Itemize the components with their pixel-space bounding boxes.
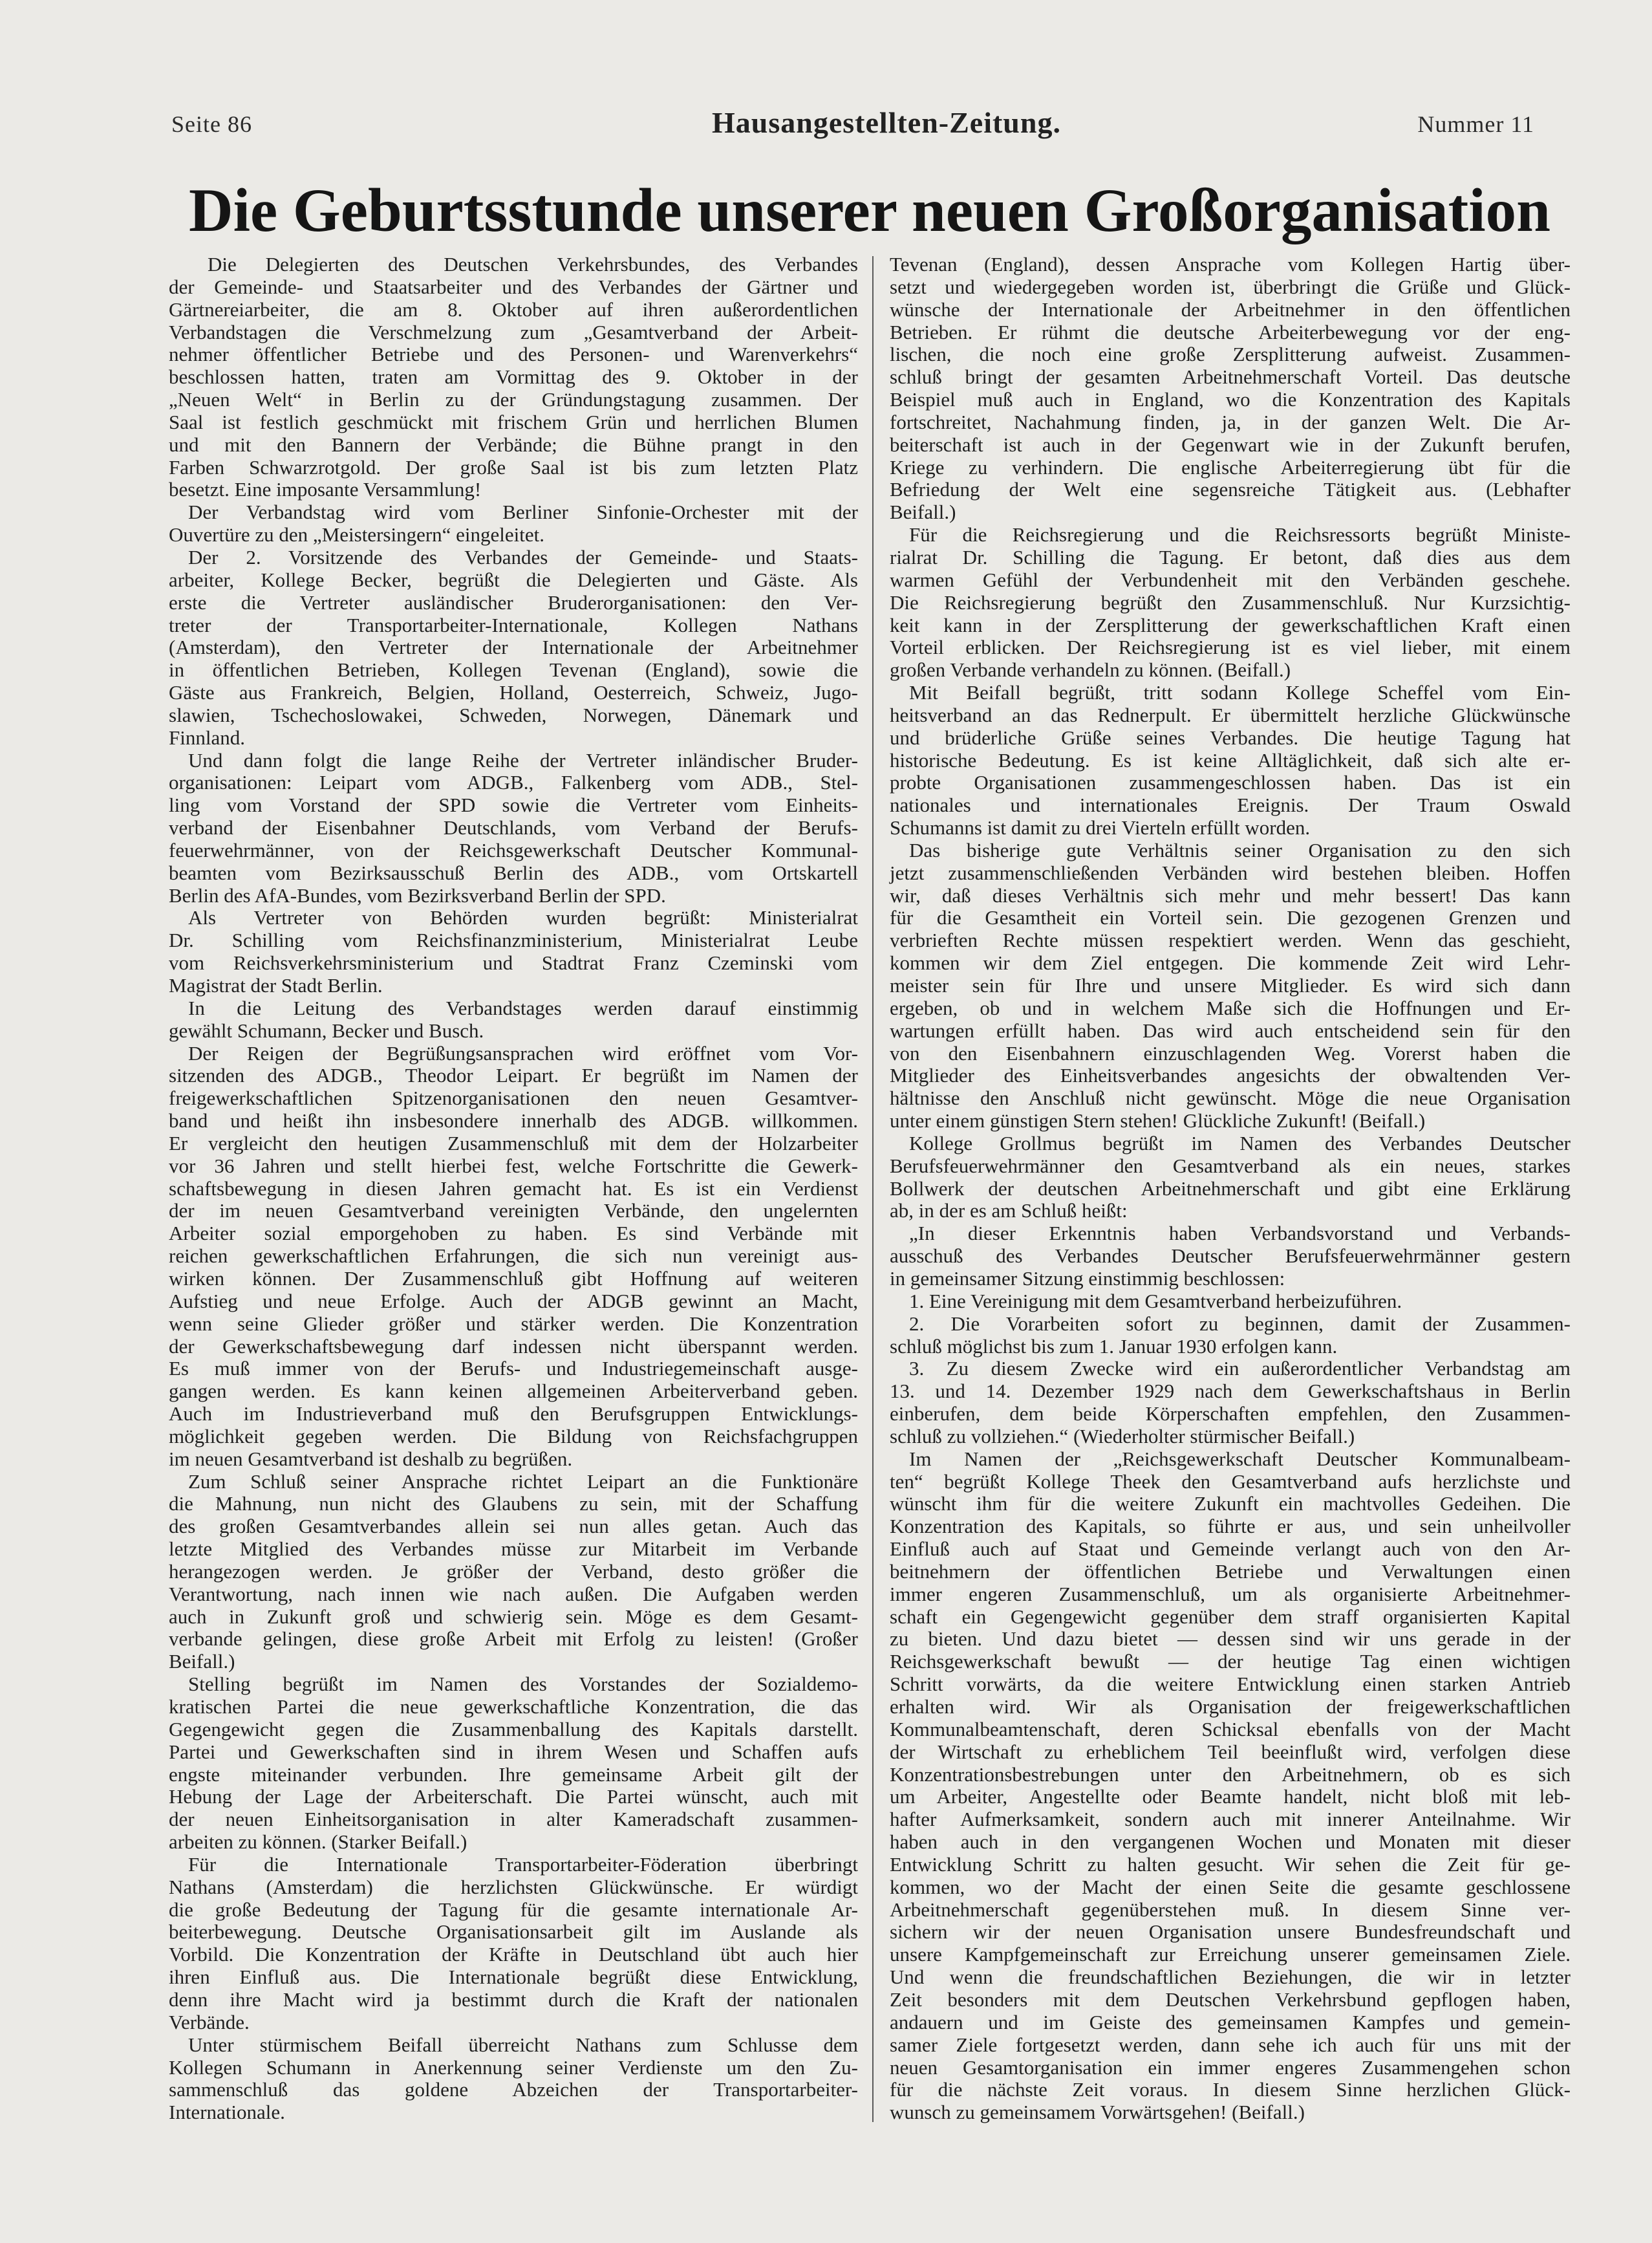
text-line: Farben Schwarzrotgold. Der große Saal ist bis zum letzten Platz [169, 455, 858, 479]
text-line: Kollege Grollmus begrüßt im Namen des Verbandes Deutscher [909, 1131, 1571, 1154]
text-line: Der Reigen der Begrüßungsansprachen wird eröffnet vom Vor- [188, 1041, 858, 1065]
text-line: Für die Internationale Transportarbeiter-Föderation überbringt [188, 1852, 858, 1876]
text-line: Verbandstagen die Verschmelzung zum „Gesamtverband der Arbeit- [169, 320, 858, 343]
text-line: Er vergleicht den heutigen Zusammenschluß mit dem der Holzarbeiter [169, 1131, 858, 1154]
paragraph [169, 997, 858, 1043]
text-line: Gegengewicht gegen die Zusammenballung des Kapitals darstellt. [169, 1717, 858, 1740]
text-line: hafter Aufmerksamkeit, sondern auch mit innerer Anteilnahme. Wir [890, 1808, 1571, 1831]
paragraph [169, 2034, 858, 2124]
paragraph [890, 1313, 1571, 1358]
paragraph [890, 1222, 1571, 1290]
text-line: Mit Beifall begrüßt, tritt sodann Kollege Scheffel vom Ein- [909, 681, 1571, 704]
text-line: Die Reichsregierung begrüßt den Zusammenschluß. Nur Kurzsichtig- [890, 591, 1571, 614]
text-line: wirken können. Der Zusammenschluß gibt Hoffnung auf weiteren [169, 1266, 858, 1290]
paragraph [890, 1448, 1571, 2124]
text-line: Und dann folgt die lange Reihe der Vertreter inländischer Bruder- [188, 748, 858, 772]
text-line: herangezogen werden. Je größer der Verband, desto größer die [169, 1559, 858, 1583]
text-line: Für die Reichsregierung und die Reichsressorts begrüßt Ministe- [909, 523, 1571, 547]
text-line: treter der Transportarbeiter-Internationale, Kollegen Nathans [169, 613, 858, 636]
text-line: Schumanns ist damit zu drei Vierteln erfüllt worden. [890, 816, 1311, 840]
text-line: Saal ist festlich geschmückt mit frischem Grün und herrlichen Blumen [169, 410, 858, 433]
text-line: beiterschaft ist auch in der Gegenwart wie in der Zukunft berufen, [890, 433, 1571, 456]
text-line: (Amsterdam), den Vertreter der Internationale der Arbeitnehmer [169, 636, 858, 659]
column-divider [872, 256, 874, 2122]
text-line: 1. Eine Vereinigung mit dem Gesamtverband herbeizuführen. [909, 1289, 1402, 1312]
paragraph [169, 547, 858, 750]
text-line: Aufstieg und neue Erfolge. Auch der ADGB gewinnt an Macht, [169, 1289, 858, 1312]
text-line: ihren Einfluß aus. Die Internationale begrüßt diese Entwicklung, [169, 1966, 858, 1989]
text-line: Es muß immer von der Berufs- und Industriegemeinschaft ausge- [169, 1357, 858, 1380]
text-line: „Neuen Welt“ in Berlin zu der Gründungstagung zusammen. Der [169, 388, 858, 411]
text-line: besetzt. Eine imposante Versammlung! [169, 478, 482, 501]
text-line: beamten vom Bezirksausschuß Berlin des ADB., vom Ortskartell [169, 861, 858, 884]
text-line: beiterbewegung. Deutsche Organisationsarbeit gilt im Auslande als [169, 1920, 858, 1944]
text-line: Beifall.) [169, 1650, 235, 1673]
text-line: der im neuen Gesamtverband vereinigten Verbände, den ungelernten [169, 1199, 858, 1222]
text-line: freigewerkschaftlichen Spitzenorganisationen den neuen Gesamtver- [169, 1087, 858, 1110]
text-line: Kriege zu verhindern. Die englische Arbeiterregierung übt für die [890, 455, 1571, 479]
text-line: vor 36 Jahren und stellt hierbei fest, welche Fortschritte die Gewerk- [169, 1154, 858, 1177]
text-line: meister sein für Ihre und unsere Mitglieder. Es wird sich dann [890, 974, 1571, 997]
text-line: sitzenden des ADGB., Theodor Leipart. Er begrüßt im Namen der [169, 1064, 858, 1087]
text-line: ling vom Vorstand der SPD sowie die Vertreter vom Einheits- [169, 794, 858, 817]
text-line: nehmer öffentlicher Betriebe und des Personen- und Warenverkehrs“ [169, 343, 858, 366]
text-line: Als Vertreter von Behörden wurden begrüßt: Ministerialrat [188, 906, 858, 929]
text-line: „In dieser Erkenntnis haben Verbandsvorstand und Verbands- [909, 1222, 1571, 1245]
paragraph [169, 501, 858, 547]
text-line: wenn seine Glieder größer und stärker werden. Die Konzentration [169, 1312, 858, 1335]
text-line: Arbeitnehmerschaft gegenüberstehen muß. In diesem Sinne ver- [890, 1898, 1571, 1921]
text-line: Beifall.) [890, 501, 956, 524]
text-line: organisationen: Leipart vom ADGB., Falkenberg vom ADB., Stel- [169, 771, 858, 794]
text-line: sichern wir der neuen Organisation unsere Bundesfreundschaft und [890, 1920, 1571, 1944]
text-line: 3. Zu diesem Zwecke wird ein außerordentlicher Verbandstag am [909, 1357, 1571, 1380]
page-number: Seite 86 [171, 111, 252, 137]
paragraph [890, 1358, 1571, 1447]
paragraph [169, 1471, 858, 1674]
text-line: Zum Schluß seiner Ansprache richtet Leipart an die Funktionäre [188, 1469, 858, 1493]
text-line: gewählt Schumann, Becker und Busch. [169, 1019, 484, 1042]
text-line: heitsverband an das Rednerpult. Er übermittelt herzliche Glückwünsche [890, 703, 1571, 726]
text-line: setzt und wiedergegeben worden ist, überbringt die Grüße und Glück- [890, 275, 1571, 298]
text-line: ten“ begrüßt Kollege Theek den Gesamtverband aufs herzlichste und [890, 1469, 1571, 1493]
text-line: arbeiter, Kollege Becker, begrüßt die Delegierten und Gäste. Als [169, 568, 858, 591]
text-line: und mit den Bannern der Verbände; die Bühne prangt in den [169, 433, 858, 456]
text-line: denn ihre Macht wird ja bestimmt durch die Kraft der nationalen [169, 1988, 858, 2011]
text-line: Kollegen Schumann in Anerkennung seiner Verdienste um den Zu- [169, 2055, 858, 2079]
paragraph [169, 1673, 858, 1854]
text-line: engste miteinander verbunden. Ihre gemeinsame Arbeit gilt der [169, 1762, 858, 1786]
text-line: Tevenan (England), dessen Ansprache vom Kollegen Hartig über- [890, 253, 1571, 276]
text-line: wir, daß dieses Verhältnis sich mehr und mehr bessert! Das kann [890, 883, 1571, 907]
text-line: reichen gewerkschaftlichen Erfahrungen, die sich nun vereinigt aus- [169, 1244, 858, 1268]
text-line: die Mahnung, nun nicht des Glaubens zu sein, mit der Schaffung [169, 1492, 858, 1515]
article-title: Die Geburtsstunde unserer neuen Großorganisation [188, 176, 1551, 244]
text-line: Stelling begrüßt im Namen des Vorstandes der Sozialdemo- [188, 1673, 858, 1696]
text-line: ergeben, ob und in welchem Maße sich die Hoffnungen und Er- [890, 996, 1571, 1019]
text-line: kratischen Partei die neue gewerkschaftliche Konzentration, die das [169, 1695, 858, 1718]
text-line: in gemeinsamer Sitzung einstimmig beschlossen: [890, 1266, 1285, 1290]
text-line: Gärtnereiarbeiter, die am 8. Oktober auf ihren außerordentlichen [169, 298, 858, 321]
paragraph [890, 1290, 1571, 1313]
text-line: jetzt zusammenschließenden Verbänden wird bestehen bleiben. Hoffen [890, 861, 1571, 884]
text-line: fortschreitet, Nachahmung finden, ja, in der ganzen Welt. Die Ar- [890, 410, 1571, 433]
text-line: für die nächste Zeit voraus. In diesem Sinne herzlichen Glück- [890, 2078, 1571, 2101]
text-line: Einfluß auch auf Staat und Gemeinde verlangt auch von den Ar- [890, 1537, 1571, 1561]
paragraph [169, 1043, 858, 1471]
paragraph [890, 1132, 1571, 1222]
text-line: schluß möglichst bis zum 1. Januar 1930 erfolgen kann. [890, 1334, 1338, 1358]
text-line: Auch im Industrieverband muß den Berufsgruppen Entwicklungs- [169, 1402, 858, 1425]
text-line: lischen, die noch eine große Zersplitterung aufweist. Zusammen- [890, 343, 1571, 366]
text-line: Zeit besonders mit dem Deutschen Verkehrsbund gepflogen haben, [890, 1988, 1571, 2011]
text-line: des großen Gesamtverbandes allein sei nun alles getan. Auch das [169, 1515, 858, 1538]
text-line: beitnehmern der öffentlichen Betriebe und Verwaltungen einen [890, 1559, 1571, 1583]
text-line: großen Verbande verhandeln zu können. (Beifall.) [890, 658, 1291, 682]
text-line: der neuen Einheitsorganisation in alter Kameradschaft zusammen- [169, 1808, 858, 1831]
text-line: 13. und 14. Dezember 1929 nach dem Gewerkschaftshaus in Berlin [890, 1380, 1571, 1403]
paragraph [890, 254, 1571, 524]
text-line: der Wirtschaft zu erheblichem Teil beeinflußt wird, verfolgen diese [890, 1740, 1571, 1763]
text-line: verbande gelingen, diese große Arbeit mit Erfolg zu leisten! (Großer [169, 1627, 858, 1651]
paragraph [890, 840, 1571, 1132]
text-line: auch in Zukunft groß und schwierig sein. Möge es dem Gesamt- [169, 1605, 858, 1628]
text-line: im neuen Gesamtverband ist deshalb zu begrüßen. [169, 1447, 573, 1470]
column-left [169, 254, 858, 2124]
text-line: Betrieben. Er rühmt die deutsche Arbeiterbewegung vor der eng- [890, 320, 1571, 343]
text-line: gangen werden. Es kann keinen allgemeinen Arbeiterverband geben. [169, 1380, 858, 1403]
text-line: Verantwortung, nach innen wie nach außen. Die Aufgaben werden [169, 1582, 858, 1605]
text-line: haben auch in den vergangenen Wochen und Monaten mit dieser [890, 1830, 1571, 1854]
text-line: Beispiel muß auch in England, wo die Konzentration des Kapitals [890, 388, 1571, 411]
text-line: beschlossen hatten, traten am Vormittag des 9. Oktober in der [169, 365, 858, 389]
text-line: unsere Kampfgemeinschaft zur Erreichung unserer gemeinsamen Ziele. [890, 1943, 1571, 1966]
text-line: Internationale. [169, 2101, 285, 2124]
text-line: und brüderliche Grüße seines Verbandes. Die heutige Tagung hat [890, 726, 1571, 749]
text-line: arbeiten zu können. (Starker Beifall.) [169, 1830, 467, 1854]
paragraph [890, 682, 1571, 840]
text-line: probte Organisationen zusammengeschlossen haben. Das ist ein [890, 771, 1571, 794]
text-line: unter einem günstigen Stern stehen! Glückliche Zukunft! (Beifall.) [890, 1109, 1426, 1132]
paragraph [169, 907, 858, 997]
text-line: von den Eisenbahnern einzuschlagenden Weg. Vorerst haben die [890, 1041, 1571, 1065]
text-line: 2. Die Vorarbeiten sofort zu beginnen, damit der Zusammen- [909, 1312, 1571, 1335]
text-line: schluß zu vollziehen.“ (Wiederholter stürmischer Beifall.) [890, 1424, 1355, 1447]
text-line: letzte Mitglied des Verbandes müsse zur Mitarbeit im Verbande [169, 1537, 858, 1561]
text-line: Der Verbandstag wird vom Berliner Sinfonie-Orchester mit der [188, 501, 858, 524]
text-line: schaftsbewegung in diesen Jahren gemacht hat. Es ist ein Verdienst [169, 1176, 858, 1200]
text-line: zu bieten. Und dazu bietet — dessen sind wir uns gerade in der [890, 1627, 1571, 1651]
issue-number: Nummer 11 [1417, 111, 1534, 137]
text-line: Mitglieder des Einheitsverbandes angesichts der obwaltenden Ver- [890, 1064, 1571, 1087]
text-line: Vorteil erblicken. Der Reichsregierung ist es viel lieber, mit einem [890, 636, 1571, 659]
text-line: Nathans (Amsterdam) die herzlichsten Glückwünsche. Er würdigt [169, 1875, 858, 1898]
text-line: wünsche der Internationale der Arbeitnehmer in den öffentlichen [890, 298, 1571, 321]
text-line: Berufsfeuerwehrmänner den Gesamtverband als ein neues, starkes [890, 1154, 1571, 1177]
text-line: ab, in der es am Schluß heißt: [890, 1199, 1128, 1222]
text-line: historische Bedeutung. Es ist keine Alltäglichkeit, daß sich alte er- [890, 748, 1571, 772]
text-line: Kommunalbeamtenschaft, deren Schicksal ebenfalls von der Macht [890, 1717, 1571, 1740]
paragraph [169, 750, 858, 907]
text-line: der Gewerkschaftsbewegung darf indessen nicht überspannt werden. [169, 1334, 858, 1358]
text-line: Hebung der Lage der Arbeiterschaft. Die Partei wünscht, auch mit [169, 1785, 858, 1808]
text-line: Und wenn die freundschaftlichen Beziehungen, die wir in letzter [890, 1966, 1571, 1989]
text-line: verband der Eisenbahner Deutschlands, vom Verband der Berufs- [169, 816, 858, 840]
text-line: Konzentrationsbestrebungen unter den Arbeitnehmern, ob es sich [890, 1762, 1571, 1786]
text-line: Magistrat der Stadt Berlin. [169, 974, 383, 997]
text-line: Schritt vorwärts, da die weitere Entwicklung einen starken Antrieb [890, 1673, 1571, 1696]
text-line: nationales und internationales Ereignis. Der Traum Oswald [890, 794, 1571, 817]
text-line: Berlin des AfA-Bundes, vom Bezirksverband Berlin der SPD. [169, 883, 666, 907]
text-line: keit kann in der Zersplitterung der gewerkschaftlichen Kraft einen [890, 613, 1571, 636]
text-line: Finnland. [169, 726, 245, 749]
text-line: sammenschluß das goldene Abzeichen der Transportarbeiter- [169, 2078, 858, 2101]
text-line: Ouvertüre zu den „Meistersingern“ eingeleitet. [169, 523, 545, 547]
text-line: schaft ein Gegengewicht gegenüber dem straff organisierten Kapital [890, 1605, 1571, 1628]
text-line: Vorbild. Die Konzentration der Kräfte in Deutschland übt auch hier [169, 1943, 858, 1966]
text-line: Entwicklung Schritt zu halten gesucht. Wir sehen die Zeit für ge- [890, 1852, 1571, 1876]
text-line: immer engeren Zusammenschluß, um als organisierte Arbeitnehmer- [890, 1582, 1571, 1605]
text-line: band und heißt ihn insbesondere innerhalb des ADGB. willkommen. [169, 1109, 858, 1132]
text-line: Befriedung der Welt eine segensreiche Tätigkeit aus. (Lebhafter [890, 478, 1571, 501]
text-line: Reichsgewerkschaft bewußt — der heutige Tag einen wichtigen [890, 1650, 1571, 1673]
text-line: samer Ziele fortgesetzt werden, dann sehe ich auch für uns mit der [890, 2033, 1571, 2056]
text-line: Gäste aus Frankreich, Belgien, Holland, Oesterreich, Schweiz, Jugo- [169, 681, 858, 704]
text-line: die große Bedeutung der Tagung für die gesamte internationale Ar- [169, 1898, 858, 1921]
text-line: ausschuß des Verbandes Deutscher Berufsfeuerwehrmänner gestern [890, 1244, 1571, 1268]
text-line: vom Reichsverkehrsministerium und Stadtrat Franz Czeminski vom [169, 951, 858, 975]
text-line: rialrat Dr. Schilling die Tagung. Er betont, daß dies aus dem [890, 545, 1571, 569]
text-line: erste die Vertreter ausländischer Bruderorganisationen: den Ver- [169, 591, 858, 614]
text-line: erhalten wird. Wir als Organisation der freigewerkschaftlichen [890, 1695, 1571, 1718]
text-line: Unter stürmischem Beifall überreicht Nathans zum Schlusse dem [188, 2033, 858, 2056]
text-line: Das bisherige gute Verhältnis seiner Organisation zu den sich [909, 838, 1571, 861]
text-line: in öffentlichen Betrieben, Kollegen Tevenan (England), sowie die [169, 658, 858, 682]
text-line: Im Namen der „Reichsgewerkschaft Deutscher Kommunalbeam- [909, 1447, 1571, 1470]
text-line: Partei und Gewerkschaften sind in ihrem Wesen und Schaffen aufs [169, 1740, 858, 1763]
text-line: In die Leitung des Verbandstages werden darauf einstimmig [188, 996, 858, 1019]
text-line: der Gemeinde- und Staatsarbeiter und des Verbandes der Gärtner und [169, 275, 858, 298]
text-line: wartungen erfüllt haben. Das wird auch entscheidend sein für den [890, 1019, 1571, 1042]
text-line: neuen Gesamtorganisation ein immer engeres Zusammengehen schon [890, 2055, 1571, 2079]
text-line: slawien, Tschechoslowakei, Schweden, Norwegen, Dänemark und [169, 703, 858, 726]
text-line: schluß bringt der gesamten Arbeitnehmerschaft Vorteil. Das deutsche [890, 365, 1571, 389]
text-line: wünscht ihm für die weitere Zukunft ein machtvolles Gedeihen. Die [890, 1492, 1571, 1515]
text-line: für die Gesamtheit ein Vorteil sein. Die gezogenen Grenzen und [890, 906, 1571, 929]
text-line: um Arbeiter, Angestellte oder Beamte handelt, nicht bloß mit leb- [890, 1785, 1571, 1808]
text-line: hältnisse den Anschluß nicht gewünscht. Möge die neue Organisation [890, 1087, 1571, 1110]
text-line: Dr. Schilling vom Reichsfinanzministerium, Ministerialrat Leube [169, 929, 858, 952]
text-line: möglichkeit gegeben werden. Die Bildung von Reichsfachgruppen [169, 1424, 858, 1447]
text-line: Arbeiter sozial emporgehoben zu haben. Es sind Verbände mit [169, 1222, 858, 1245]
text-line: Verbände. [169, 2010, 250, 2033]
publication-title: Hausangestellten-Zeitung. [712, 106, 1061, 139]
text-line: warmen Gefühl der Verbundenheit mit den Verbänden geschehe. [890, 568, 1571, 591]
text-line: Konzentration des Kapitals, so führte er aus, und sein unheilvoller [890, 1515, 1571, 1538]
text-line: feuerwehrmänner, von der Reichsgewerkschaft Deutscher Kommunal- [169, 838, 858, 861]
text-line: einberufen, dem beide Körperschaften empfehlen, den Zusammen- [890, 1402, 1571, 1425]
text-line: wunsch zu gemeinsamem Vorwärtsgehen! (Beifall.) [890, 2101, 1305, 2124]
text-line: Die Delegierten des Deutschen Verkehrsbundes, des Verbandes [208, 253, 858, 276]
text-line: Bollwerk der deutschen Arbeitnehmerschaft und gibt eine Erklärung [890, 1176, 1571, 1200]
text-line: verbrieften Rechte müssen respektiert werden. Wenn das geschieht, [890, 929, 1571, 952]
column-right [890, 254, 1571, 2124]
paragraph [890, 524, 1571, 682]
paragraph [169, 254, 858, 501]
text-line: kommen, wo der Macht der einen Seite die gesamte geschlossene [890, 1875, 1571, 1898]
text-line: kommen wir dem Ziel entgegen. Die kommende Zeit wird Lehr- [890, 951, 1571, 975]
paragraph [169, 1854, 858, 2034]
text-line: andauern und im Geiste des gemeinsamen Kampfes und gemein- [890, 2010, 1571, 2033]
text-line: Der 2. Vorsitzende des Verbandes der Gemeinde- und Staats- [188, 545, 858, 569]
